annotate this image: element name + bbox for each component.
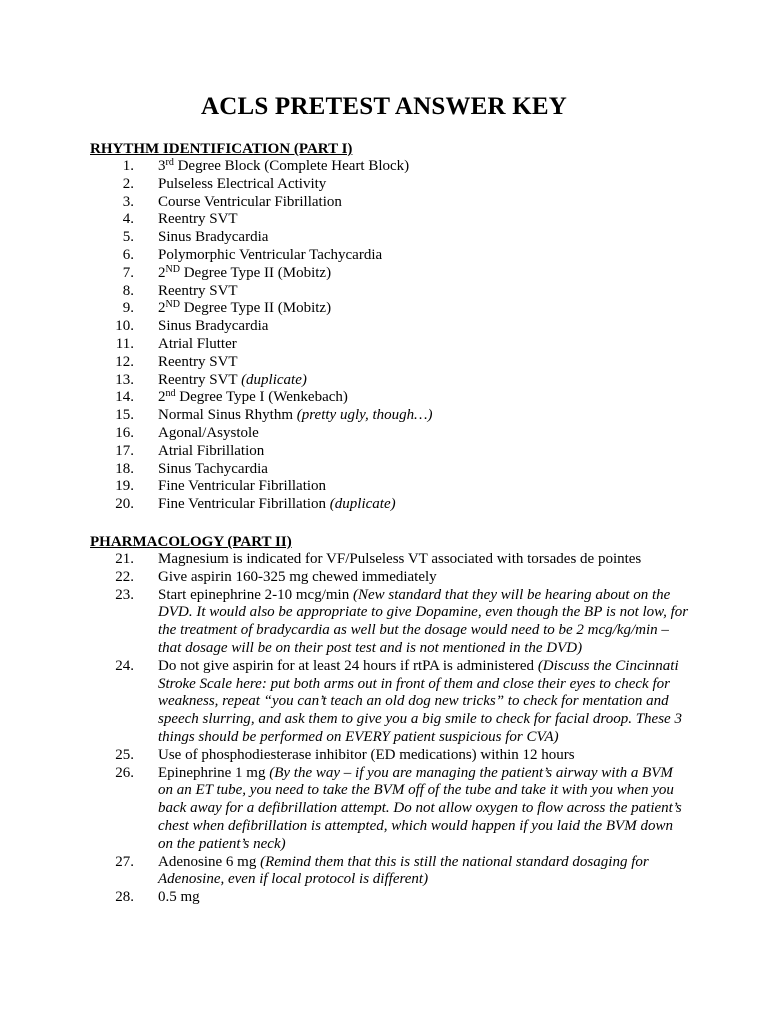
item-text: Degree Type I (Wenkebach) (175, 389, 348, 406)
item-text: Sinus Bradycardia (158, 318, 269, 335)
item-text: Epinephrine 1 mg (158, 764, 270, 781)
item-number: 13. (115, 371, 134, 388)
item-number: 2. (122, 175, 134, 192)
item-text: Do not give aspirin for at least 24 hours if rtPA is administered (158, 657, 538, 674)
answer-item (90, 889, 690, 907)
item-text: Pulseless Electrical Activity (158, 175, 327, 192)
item-text: Give aspirin 160-325 mg chewed immediately (158, 568, 437, 585)
item-note: (By the way – if you are managing the patient’s airway with a BVM on an ET tube, you need to take the BVM off of the tube and take it with you when you back away for a defibrillation attempt. Do not allow oxygen to flow across the patient’s chest when defibrillation is attempted, which would happen if you laid the BVM down on the patient’s neck) (158, 764, 682, 852)
answer-item (90, 569, 690, 587)
item-number: 11. (115, 335, 134, 352)
item-number: 26. (115, 764, 134, 781)
item-note: (New standard that they will be hearing about on the DVD. It would also be appropriate to give Dopamine, even though the BP is not low, for the treatment of bradycardia as well but the dosage would need to be 2 mcg/kg/min – that dosage will be on their post test and is not mentioned in the DVD) (158, 586, 689, 656)
item-text: Reentry SVT (158, 353, 238, 370)
item-ordinal-suffix: ND (165, 299, 180, 311)
item-ordinal-suffix: ND (165, 263, 180, 275)
item-text: Atrial Flutter (158, 335, 237, 352)
item-number: 4. (122, 211, 134, 228)
item-text: Reentry SVT (158, 211, 238, 228)
answer-item (90, 854, 690, 890)
answer-item (90, 478, 690, 496)
item-number: 22. (115, 568, 134, 585)
item-number: 12. (115, 353, 134, 370)
item-note: (duplicate) (329, 496, 396, 513)
item-text: Fine Ventricular Fibrillation (158, 478, 327, 495)
item-number: 3. (122, 193, 134, 210)
item-note: (pretty ugly, though…) (296, 407, 433, 424)
item-text: Degree Type II (Mobitz) (179, 264, 332, 281)
answer-item (90, 407, 690, 425)
item-text: Fine Ventricular Fibrillation (158, 496, 330, 513)
item-number: 18. (115, 460, 134, 477)
item-number: 16. (115, 424, 134, 441)
answer-item (90, 551, 690, 569)
item-number: 25. (115, 746, 134, 763)
item-text: Course Ventricular Fibrillation (158, 193, 342, 210)
answer-item (90, 658, 690, 747)
answer-item (90, 389, 690, 407)
answer-item (90, 747, 690, 765)
item-number: 23. (115, 586, 134, 603)
section-heading: RHYTHM IDENTIFICATION (PART I) (90, 141, 353, 157)
item-note: (duplicate) (241, 371, 307, 388)
item-text: 0.5 mg (158, 889, 200, 906)
document-title: ACLS PRETEST ANSWER KEY (200, 93, 568, 120)
answer-item (90, 587, 690, 658)
item-text: Polymorphic Ventricular Tachycardia (158, 246, 383, 263)
item-ordinal: 2 (158, 264, 166, 281)
item-text: Adenosine 6 mg (158, 853, 261, 870)
answer-item (90, 229, 690, 247)
item-ordinal-suffix: rd (165, 157, 174, 168)
item-text: Use of phosphodiesterase inhibitor (ED medications) within 12 hours (158, 746, 575, 763)
answer-list (90, 158, 690, 514)
item-number: 15. (115, 407, 134, 424)
section-pharmacology (90, 534, 690, 907)
answer-item (90, 336, 690, 354)
item-text: Degree Block (Complete Heart Block) (173, 158, 410, 174)
item-number: 9. (122, 300, 134, 317)
item-ordinal-suffix: nd (165, 388, 176, 400)
item-number: 27. (115, 853, 134, 870)
item-text: Reentry SVT (158, 282, 238, 299)
answer-list (90, 551, 690, 907)
item-note: (Discuss the Cincinnati Stroke Scale here: put both arms out in front of them and close their eyes to check for weakness, repeat “you can’t teach an old dog new tricks” to check for mentation and speech slurring, and ask them to give you a big smile to check for facial droop. These 3 things should be performed on EVERY patient suspicious for CVA) (158, 657, 682, 745)
answer-item (90, 496, 690, 514)
answer-item (90, 283, 690, 301)
item-number: 7. (122, 264, 134, 281)
answer-item (90, 443, 690, 461)
answer-item (90, 194, 690, 212)
item-number: 10. (115, 318, 134, 335)
item-number: 1. (122, 158, 134, 174)
item-number: 6. (122, 246, 134, 263)
item-ordinal: 2 (158, 389, 166, 406)
item-number: 28. (115, 889, 134, 906)
answer-item (90, 425, 690, 443)
section-rhythm-identification (90, 141, 690, 514)
item-number: 17. (115, 442, 134, 459)
answer-item (90, 176, 690, 194)
item-ordinal: 2 (158, 300, 166, 317)
item-text: Atrial Fibrillation (158, 442, 265, 459)
section-heading: PHARMACOLOGY (PART II) (90, 534, 292, 550)
answer-item (90, 461, 690, 479)
answer-item (90, 354, 690, 372)
item-text: Reentry SVT (158, 371, 242, 388)
item-number: 8. (122, 282, 134, 299)
answer-item (90, 247, 690, 265)
item-number: 24. (115, 657, 134, 674)
item-number: 5. (122, 229, 134, 246)
item-text: Degree Type II (Mobitz) (179, 300, 332, 317)
answer-item (90, 265, 690, 283)
item-text: Sinus Tachycardia (158, 460, 268, 477)
answer-item (90, 300, 690, 318)
item-text: Agonal/Asystole (158, 424, 259, 441)
item-text: Normal Sinus Rhythm (158, 407, 297, 424)
answer-item (90, 158, 690, 176)
item-note: (Remind them that this is still the national standard dosaging for Adenosine, even if local protocol is different) (158, 853, 649, 888)
item-number: 21. (115, 551, 134, 567)
item-number: 14. (115, 389, 134, 406)
answer-item (90, 765, 690, 854)
item-number: 19. (115, 478, 134, 495)
item-ordinal: 3 (158, 158, 166, 174)
answer-item (90, 372, 690, 390)
item-text: Start epinephrine 2-10 mcg/min (158, 586, 353, 603)
item-text: Magnesium is indicated for VF/Pulseless VT associated with torsades de pointes (158, 551, 642, 567)
item-text: Sinus Bradycardia (158, 229, 269, 246)
answer-item (90, 211, 690, 229)
item-number: 20. (115, 496, 134, 513)
answer-item (90, 318, 690, 336)
